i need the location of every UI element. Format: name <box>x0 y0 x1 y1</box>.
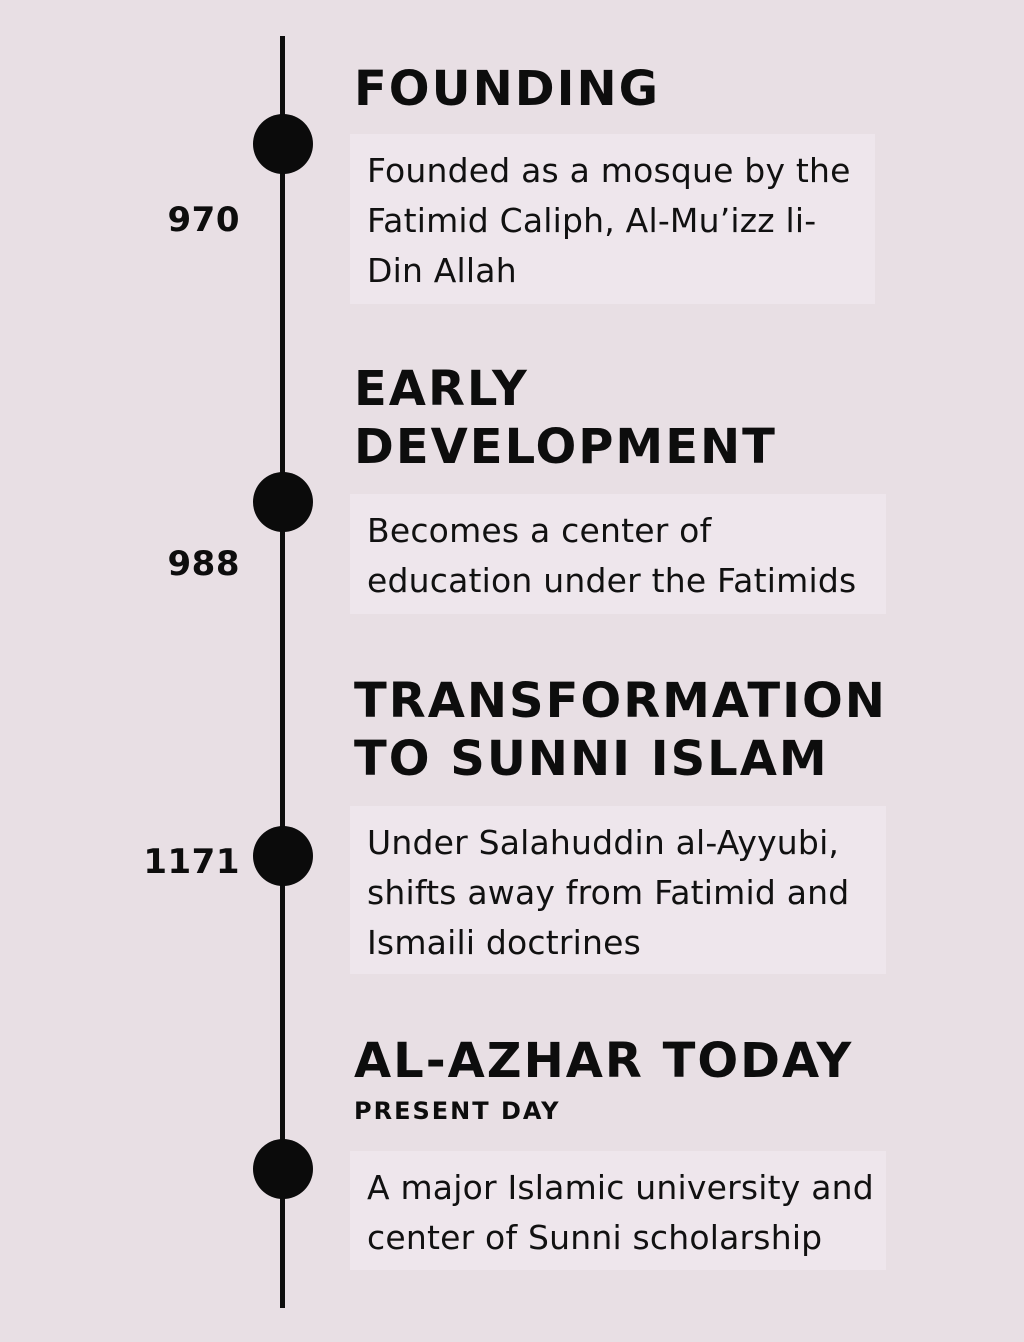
event-year-970: 970 <box>167 200 240 240</box>
event-description-transformation: Under Salahuddin al-Ayyubi, shifts away from Fatimid and Ismaili doctrines <box>350 806 886 974</box>
event-title-transformation: TRANSFORMATION TO SUNNI ISLAM <box>354 673 887 787</box>
event-title-founding: FOUNDING <box>354 61 661 117</box>
timeline-marker-988 <box>253 472 313 532</box>
event-year-988: 988 <box>167 544 240 584</box>
event-title-early-development: EARLY DEVELOPMENT <box>354 361 777 475</box>
timeline-marker-970 <box>253 114 313 174</box>
event-subtitle-present-day: PRESENT DAY <box>354 1097 561 1125</box>
event-description-al-azhar-today: A major Islamic university and center of Sunni scholarship <box>350 1151 886 1270</box>
event-description-founding: Founded as a mosque by the Fatimid Caliph, Al-Mu’izz li-Din Allah <box>350 134 875 304</box>
event-year-1171: 1171 <box>143 842 240 882</box>
timeline-axis <box>280 36 285 1308</box>
event-title-al-azhar-today: AL-AZHAR TODAY <box>354 1033 854 1089</box>
event-description-early-development: Becomes a center of education under the Fatimids <box>350 494 886 614</box>
timeline-marker-present <box>253 1139 313 1199</box>
timeline-marker-1171 <box>253 826 313 886</box>
